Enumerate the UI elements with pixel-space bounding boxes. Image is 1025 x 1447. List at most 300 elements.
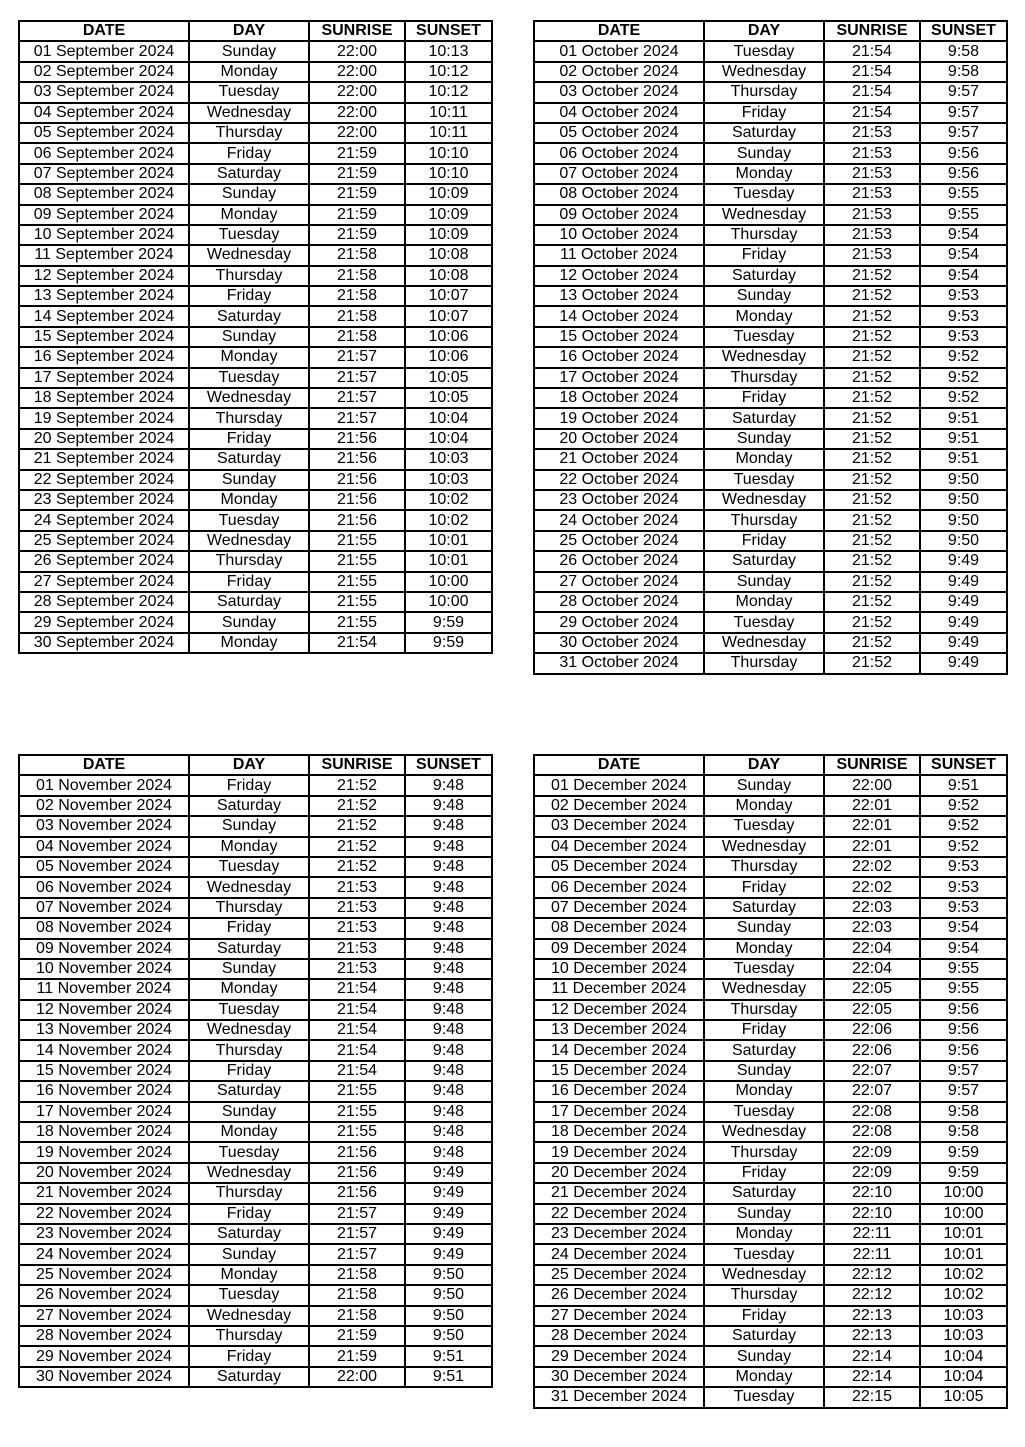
sunrise-cell: 21:55	[309, 572, 405, 592]
table-row	[534, 837, 1007, 857]
table-row	[534, 1020, 1007, 1040]
date-cell: 08 September 2024	[19, 184, 189, 204]
date-cell: 30 October 2024	[534, 633, 704, 653]
table-row	[19, 592, 492, 612]
date-cell: 28 September 2024	[19, 592, 189, 612]
table-row	[534, 1306, 1007, 1326]
table-row	[534, 1040, 1007, 1060]
sunrise-cell: 21:52	[824, 286, 920, 306]
sunset-cell: 10:05	[405, 368, 492, 388]
day-cell: Tuesday	[704, 184, 824, 204]
date-cell: 05 November 2024	[19, 857, 189, 877]
table-row	[19, 1367, 492, 1387]
table-row	[19, 205, 492, 225]
day-cell: Wednesday	[704, 979, 824, 999]
table-row	[19, 368, 492, 388]
date-cell: 04 October 2024	[534, 103, 704, 123]
day-cell: Saturday	[189, 1367, 309, 1387]
table-row	[534, 347, 1007, 367]
sunset-cell: 9:57	[920, 1061, 1007, 1081]
sunset-cell: 9:56	[920, 1000, 1007, 1020]
date-header: DATE	[19, 755, 189, 775]
day-cell: Tuesday	[704, 41, 824, 61]
day-cell: Sunday	[704, 429, 824, 449]
date-cell: 27 December 2024	[534, 1306, 704, 1326]
sunrise-cell: 21:56	[309, 510, 405, 530]
sunrise-cell: 21:59	[309, 225, 405, 245]
day-cell: Saturday	[704, 1183, 824, 1203]
date-cell: 04 November 2024	[19, 837, 189, 857]
day-cell: Monday	[189, 979, 309, 999]
sunset-cell: 10:05	[920, 1387, 1007, 1407]
sunrise-cell: 21:56	[309, 1163, 405, 1183]
sunrise-cell: 21:52	[309, 816, 405, 836]
day-cell: Saturday	[704, 408, 824, 428]
sunset-cell: 10:02	[920, 1265, 1007, 1285]
day-cell: Sunday	[704, 572, 824, 592]
table-row	[534, 1346, 1007, 1366]
sunrise-cell: 22:06	[824, 1040, 920, 1060]
table-row	[19, 633, 492, 653]
table-row	[19, 1204, 492, 1224]
sunrise-cell: 21:53	[824, 143, 920, 163]
day-cell: Monday	[189, 490, 309, 510]
day-cell: Wednesday	[189, 1306, 309, 1326]
table-row	[19, 510, 492, 530]
day-cell: Monday	[704, 1081, 824, 1101]
sunrise-cell: 21:56	[309, 490, 405, 510]
sunrise-cell: 21:56	[309, 1142, 405, 1162]
sunrise-cell: 22:00	[309, 82, 405, 102]
table-row	[19, 266, 492, 286]
date-cell: 11 October 2024	[534, 245, 704, 265]
day-cell: Monday	[704, 796, 824, 816]
sunrise-cell: 21:53	[824, 225, 920, 245]
table-row	[19, 898, 492, 918]
sunset-cell: 10:04	[405, 408, 492, 428]
table-row	[19, 1102, 492, 1122]
sunset-cell: 9:49	[920, 633, 1007, 653]
sunrise-cell: 21:52	[824, 633, 920, 653]
sunset-cell: 9:57	[920, 123, 1007, 143]
header-row	[19, 21, 492, 41]
sunset-cell: 9:48	[405, 796, 492, 816]
day-cell: Thursday	[189, 408, 309, 428]
date-cell: 22 September 2024	[19, 470, 189, 490]
sunrise-cell: 22:00	[309, 41, 405, 61]
day-cell: Tuesday	[704, 470, 824, 490]
date-cell: 11 September 2024	[19, 245, 189, 265]
sunrise-cell: 21:52	[824, 449, 920, 469]
day-cell: Sunday	[704, 143, 824, 163]
sunrise-cell: 21:59	[309, 143, 405, 163]
table-row	[19, 429, 492, 449]
date-cell: 19 October 2024	[534, 408, 704, 428]
sunrise-cell: 21:57	[309, 1204, 405, 1224]
table-row	[19, 572, 492, 592]
sunrise-cell: 21:53	[309, 898, 405, 918]
sunrise-cell: 21:53	[309, 959, 405, 979]
sunrise-cell: 21:53	[824, 184, 920, 204]
table-row	[534, 408, 1007, 428]
sunrise-cell: 21:52	[824, 592, 920, 612]
sunset-cell: 9:57	[920, 1081, 1007, 1101]
sunset-cell: 9:51	[920, 429, 1007, 449]
sunrise-cell: 21:58	[309, 1285, 405, 1305]
table-row	[19, 1000, 492, 1020]
sunrise-cell: 22:13	[824, 1306, 920, 1326]
date-cell: 22 November 2024	[19, 1204, 189, 1224]
day-cell: Friday	[189, 429, 309, 449]
sunset-cell: 9:52	[920, 816, 1007, 836]
date-cell: 21 November 2024	[19, 1183, 189, 1203]
sunrise-cell: 21:52	[824, 572, 920, 592]
sunrise-cell: 21:52	[824, 470, 920, 490]
sunrise-cell: 22:03	[824, 898, 920, 918]
sunset-cell: 9:48	[405, 979, 492, 999]
date-cell: 03 December 2024	[534, 816, 704, 836]
sunrise-cell: 21:58	[309, 245, 405, 265]
sunset-cell: 9:52	[920, 837, 1007, 857]
sunrise-cell: 21:53	[309, 918, 405, 938]
date-cell: 13 October 2024	[534, 286, 704, 306]
sunrise-header: SUNRISE	[824, 755, 920, 775]
sunset-cell: 9:49	[405, 1163, 492, 1183]
sunrise-cell: 21:52	[824, 510, 920, 530]
sunrise-cell: 21:57	[309, 388, 405, 408]
table-row	[534, 82, 1007, 102]
day-cell: Wednesday	[189, 531, 309, 551]
sunset-cell: 9:48	[405, 877, 492, 897]
sunset-cell: 9:52	[920, 368, 1007, 388]
day-cell: Monday	[704, 939, 824, 959]
date-cell: 30 December 2024	[534, 1367, 704, 1387]
date-cell: 29 November 2024	[19, 1346, 189, 1366]
sunset-cell: 9:48	[405, 939, 492, 959]
sunset-cell: 9:48	[405, 775, 492, 795]
date-cell: 30 November 2024	[19, 1367, 189, 1387]
table-row	[19, 1244, 492, 1264]
sunset-cell: 9:56	[920, 1020, 1007, 1040]
date-cell: 08 October 2024	[534, 184, 704, 204]
sunrise-cell: 21:55	[309, 1122, 405, 1142]
day-cell: Monday	[704, 592, 824, 612]
day-cell: Friday	[704, 245, 824, 265]
table-row	[19, 41, 492, 61]
day-cell: Tuesday	[704, 1102, 824, 1122]
date-cell: 12 November 2024	[19, 1000, 189, 1020]
day-cell: Friday	[189, 1204, 309, 1224]
sunrise-cell: 21:52	[824, 653, 920, 673]
date-cell: 27 October 2024	[534, 572, 704, 592]
sunrise-cell: 21:54	[309, 1020, 405, 1040]
day-cell: Sunday	[189, 327, 309, 347]
date-cell: 05 October 2024	[534, 123, 704, 143]
day-cell: Saturday	[189, 939, 309, 959]
sunset-cell: 10:12	[405, 62, 492, 82]
day-cell: Friday	[189, 1346, 309, 1366]
date-cell: 03 September 2024	[19, 82, 189, 102]
sunset-cell: 9:55	[920, 205, 1007, 225]
table-row	[19, 184, 492, 204]
sunset-cell: 9:55	[920, 979, 1007, 999]
sunrise-cell: 21:52	[309, 837, 405, 857]
date-cell: 23 September 2024	[19, 490, 189, 510]
table-row	[534, 164, 1007, 184]
day-header: DAY	[189, 21, 309, 41]
sunset-cell: 9:49	[920, 572, 1007, 592]
sunset-header: SUNSET	[405, 21, 492, 41]
date-cell: 10 December 2024	[534, 959, 704, 979]
date-cell: 28 November 2024	[19, 1326, 189, 1346]
table-row	[19, 388, 492, 408]
date-cell: 02 September 2024	[19, 62, 189, 82]
table-row	[534, 286, 1007, 306]
date-cell: 13 November 2024	[19, 1020, 189, 1040]
date-cell: 26 October 2024	[534, 551, 704, 571]
table-row	[534, 979, 1007, 999]
date-cell: 12 December 2024	[534, 1000, 704, 1020]
day-cell: Friday	[189, 1061, 309, 1081]
table-row	[534, 592, 1007, 612]
table-row	[19, 1061, 492, 1081]
sunset-cell: 10:01	[405, 551, 492, 571]
table-row	[19, 1163, 492, 1183]
table-row	[19, 1265, 492, 1285]
date-cell: 06 October 2024	[534, 143, 704, 163]
date-cell: 19 September 2024	[19, 408, 189, 428]
table-row	[19, 857, 492, 877]
table-row	[534, 633, 1007, 653]
day-cell: Sunday	[189, 612, 309, 632]
sun-table-december	[533, 754, 1008, 1409]
date-cell: 15 November 2024	[19, 1061, 189, 1081]
sunset-cell: 9:50	[405, 1326, 492, 1346]
table-row	[19, 143, 492, 163]
table-row	[19, 939, 492, 959]
sunrise-cell: 21:55	[309, 531, 405, 551]
day-cell: Saturday	[189, 164, 309, 184]
day-cell: Tuesday	[704, 327, 824, 347]
date-header: DATE	[534, 21, 704, 41]
table-row	[19, 164, 492, 184]
day-cell: Saturday	[189, 1081, 309, 1101]
date-header: DATE	[534, 755, 704, 775]
table-row	[534, 551, 1007, 571]
sunset-cell: 10:01	[920, 1244, 1007, 1264]
sunrise-cell: 22:14	[824, 1346, 920, 1366]
sunset-cell: 9:58	[920, 1102, 1007, 1122]
sunset-cell: 9:48	[405, 918, 492, 938]
sunrise-cell: 22:00	[309, 123, 405, 143]
sunset-cell: 9:48	[405, 1061, 492, 1081]
sunset-cell: 9:48	[405, 959, 492, 979]
day-cell: Saturday	[704, 898, 824, 918]
sunrise-cell: 21:54	[309, 1040, 405, 1060]
sunset-cell: 9:49	[920, 653, 1007, 673]
table-row	[19, 1183, 492, 1203]
table-row	[534, 1081, 1007, 1101]
sunrise-cell: 21:52	[824, 429, 920, 449]
sunrise-cell: 22:10	[824, 1204, 920, 1224]
sunset-cell: 10:10	[405, 164, 492, 184]
day-cell: Wednesday	[704, 347, 824, 367]
sunset-cell: 9:59	[405, 633, 492, 653]
date-cell: 16 November 2024	[19, 1081, 189, 1101]
date-cell: 16 December 2024	[534, 1081, 704, 1101]
date-cell: 21 September 2024	[19, 449, 189, 469]
sunrise-cell: 21:53	[824, 205, 920, 225]
date-cell: 18 December 2024	[534, 1122, 704, 1142]
sunset-cell: 9:58	[920, 1122, 1007, 1142]
date-cell: 17 October 2024	[534, 368, 704, 388]
table-row	[19, 877, 492, 897]
sunset-cell: 9:54	[920, 939, 1007, 959]
day-cell: Friday	[189, 286, 309, 306]
date-cell: 02 October 2024	[534, 62, 704, 82]
sunrise-cell: 22:01	[824, 796, 920, 816]
day-cell: Monday	[704, 1367, 824, 1387]
table-row	[534, 225, 1007, 245]
sunset-cell: 9:48	[405, 816, 492, 836]
sunrise-cell: 21:54	[824, 62, 920, 82]
sunset-cell: 9:59	[920, 1163, 1007, 1183]
sunset-cell: 10:00	[405, 572, 492, 592]
table-row	[534, 388, 1007, 408]
sunrise-cell: 21:52	[824, 347, 920, 367]
day-cell: Monday	[704, 306, 824, 326]
sunset-cell: 9:59	[405, 612, 492, 632]
date-cell: 10 October 2024	[534, 225, 704, 245]
date-cell: 09 September 2024	[19, 205, 189, 225]
table-row	[19, 490, 492, 510]
day-header: DAY	[704, 755, 824, 775]
date-cell: 21 December 2024	[534, 1183, 704, 1203]
date-cell: 09 November 2024	[19, 939, 189, 959]
sunset-cell: 10:10	[405, 143, 492, 163]
table-row	[534, 490, 1007, 510]
sunset-cell: 10:04	[405, 429, 492, 449]
date-cell: 26 November 2024	[19, 1285, 189, 1305]
sunrise-cell: 21:52	[824, 388, 920, 408]
table-row	[19, 1326, 492, 1346]
day-cell: Wednesday	[704, 490, 824, 510]
sunrise-cell: 22:13	[824, 1326, 920, 1346]
table-row	[19, 918, 492, 938]
day-cell: Saturday	[704, 266, 824, 286]
table-row	[534, 123, 1007, 143]
date-cell: 07 October 2024	[534, 164, 704, 184]
day-cell: Friday	[189, 143, 309, 163]
sunrise-cell: 22:15	[824, 1387, 920, 1407]
sunrise-cell: 22:02	[824, 877, 920, 897]
table-row	[534, 857, 1007, 877]
sunrise-cell: 21:52	[309, 796, 405, 816]
day-cell: Thursday	[189, 1326, 309, 1346]
date-cell: 14 December 2024	[534, 1040, 704, 1060]
day-cell: Friday	[704, 877, 824, 897]
sunrise-cell: 21:55	[309, 551, 405, 571]
table-row	[534, 143, 1007, 163]
sunrise-cell: 21:55	[309, 1081, 405, 1101]
table-row	[534, 653, 1007, 673]
sunset-cell: 10:03	[920, 1306, 1007, 1326]
day-cell: Saturday	[189, 796, 309, 816]
sunrise-cell: 21:52	[824, 368, 920, 388]
date-cell: 24 October 2024	[534, 510, 704, 530]
date-cell: 07 November 2024	[19, 898, 189, 918]
sunset-cell: 10:08	[405, 266, 492, 286]
date-cell: 26 December 2024	[534, 1285, 704, 1305]
sunset-cell: 9:57	[920, 103, 1007, 123]
sunrise-cell: 21:52	[309, 857, 405, 877]
sunset-cell: 10:03	[405, 470, 492, 490]
sunset-cell: 9:50	[405, 1265, 492, 1285]
table-row	[534, 1142, 1007, 1162]
sunset-cell: 9:50	[920, 470, 1007, 490]
sunrise-cell: 21:53	[824, 245, 920, 265]
sunrise-cell: 22:07	[824, 1061, 920, 1081]
date-cell: 14 November 2024	[19, 1040, 189, 1060]
day-cell: Friday	[704, 531, 824, 551]
sunrise-cell: 22:00	[824, 775, 920, 795]
sunset-cell: 9:58	[920, 41, 1007, 61]
sunrise-cell: 21:54	[309, 979, 405, 999]
date-cell: 09 October 2024	[534, 205, 704, 225]
day-cell: Thursday	[189, 551, 309, 571]
date-cell: 18 October 2024	[534, 388, 704, 408]
day-cell: Monday	[189, 62, 309, 82]
date-cell: 19 November 2024	[19, 1142, 189, 1162]
sunset-cell: 9:54	[920, 225, 1007, 245]
date-cell: 24 December 2024	[534, 1244, 704, 1264]
table-row	[19, 123, 492, 143]
day-cell: Tuesday	[704, 1387, 824, 1407]
day-header: DAY	[189, 755, 309, 775]
sunset-cell: 9:53	[920, 877, 1007, 897]
day-cell: Tuesday	[704, 612, 824, 632]
date-cell: 25 November 2024	[19, 1265, 189, 1285]
table-row	[534, 245, 1007, 265]
date-cell: 08 December 2024	[534, 918, 704, 938]
table-row	[19, 816, 492, 836]
day-cell: Sunday	[189, 959, 309, 979]
sunrise-cell: 21:54	[309, 1061, 405, 1081]
date-header: DATE	[19, 21, 189, 41]
sunrise-cell: 21:59	[309, 205, 405, 225]
date-cell: 03 October 2024	[534, 82, 704, 102]
sunrise-cell: 21:52	[824, 306, 920, 326]
date-cell: 17 December 2024	[534, 1102, 704, 1122]
table-row	[534, 449, 1007, 469]
table-row	[19, 959, 492, 979]
table-row	[19, 225, 492, 245]
sunset-cell: 9:48	[405, 1000, 492, 1020]
sunset-cell: 9:49	[405, 1224, 492, 1244]
sunrise-header: SUNRISE	[309, 21, 405, 41]
sunrise-cell: 22:01	[824, 837, 920, 857]
sunrise-cell: 21:56	[309, 449, 405, 469]
sunset-cell: 9:49	[405, 1204, 492, 1224]
date-cell: 20 September 2024	[19, 429, 189, 449]
day-cell: Wednesday	[189, 388, 309, 408]
sunrise-cell: 22:08	[824, 1102, 920, 1122]
sunset-cell: 9:56	[920, 164, 1007, 184]
table-row	[19, 470, 492, 490]
day-cell: Tuesday	[189, 1000, 309, 1020]
sunset-cell: 9:50	[920, 531, 1007, 551]
date-cell: 04 September 2024	[19, 103, 189, 123]
